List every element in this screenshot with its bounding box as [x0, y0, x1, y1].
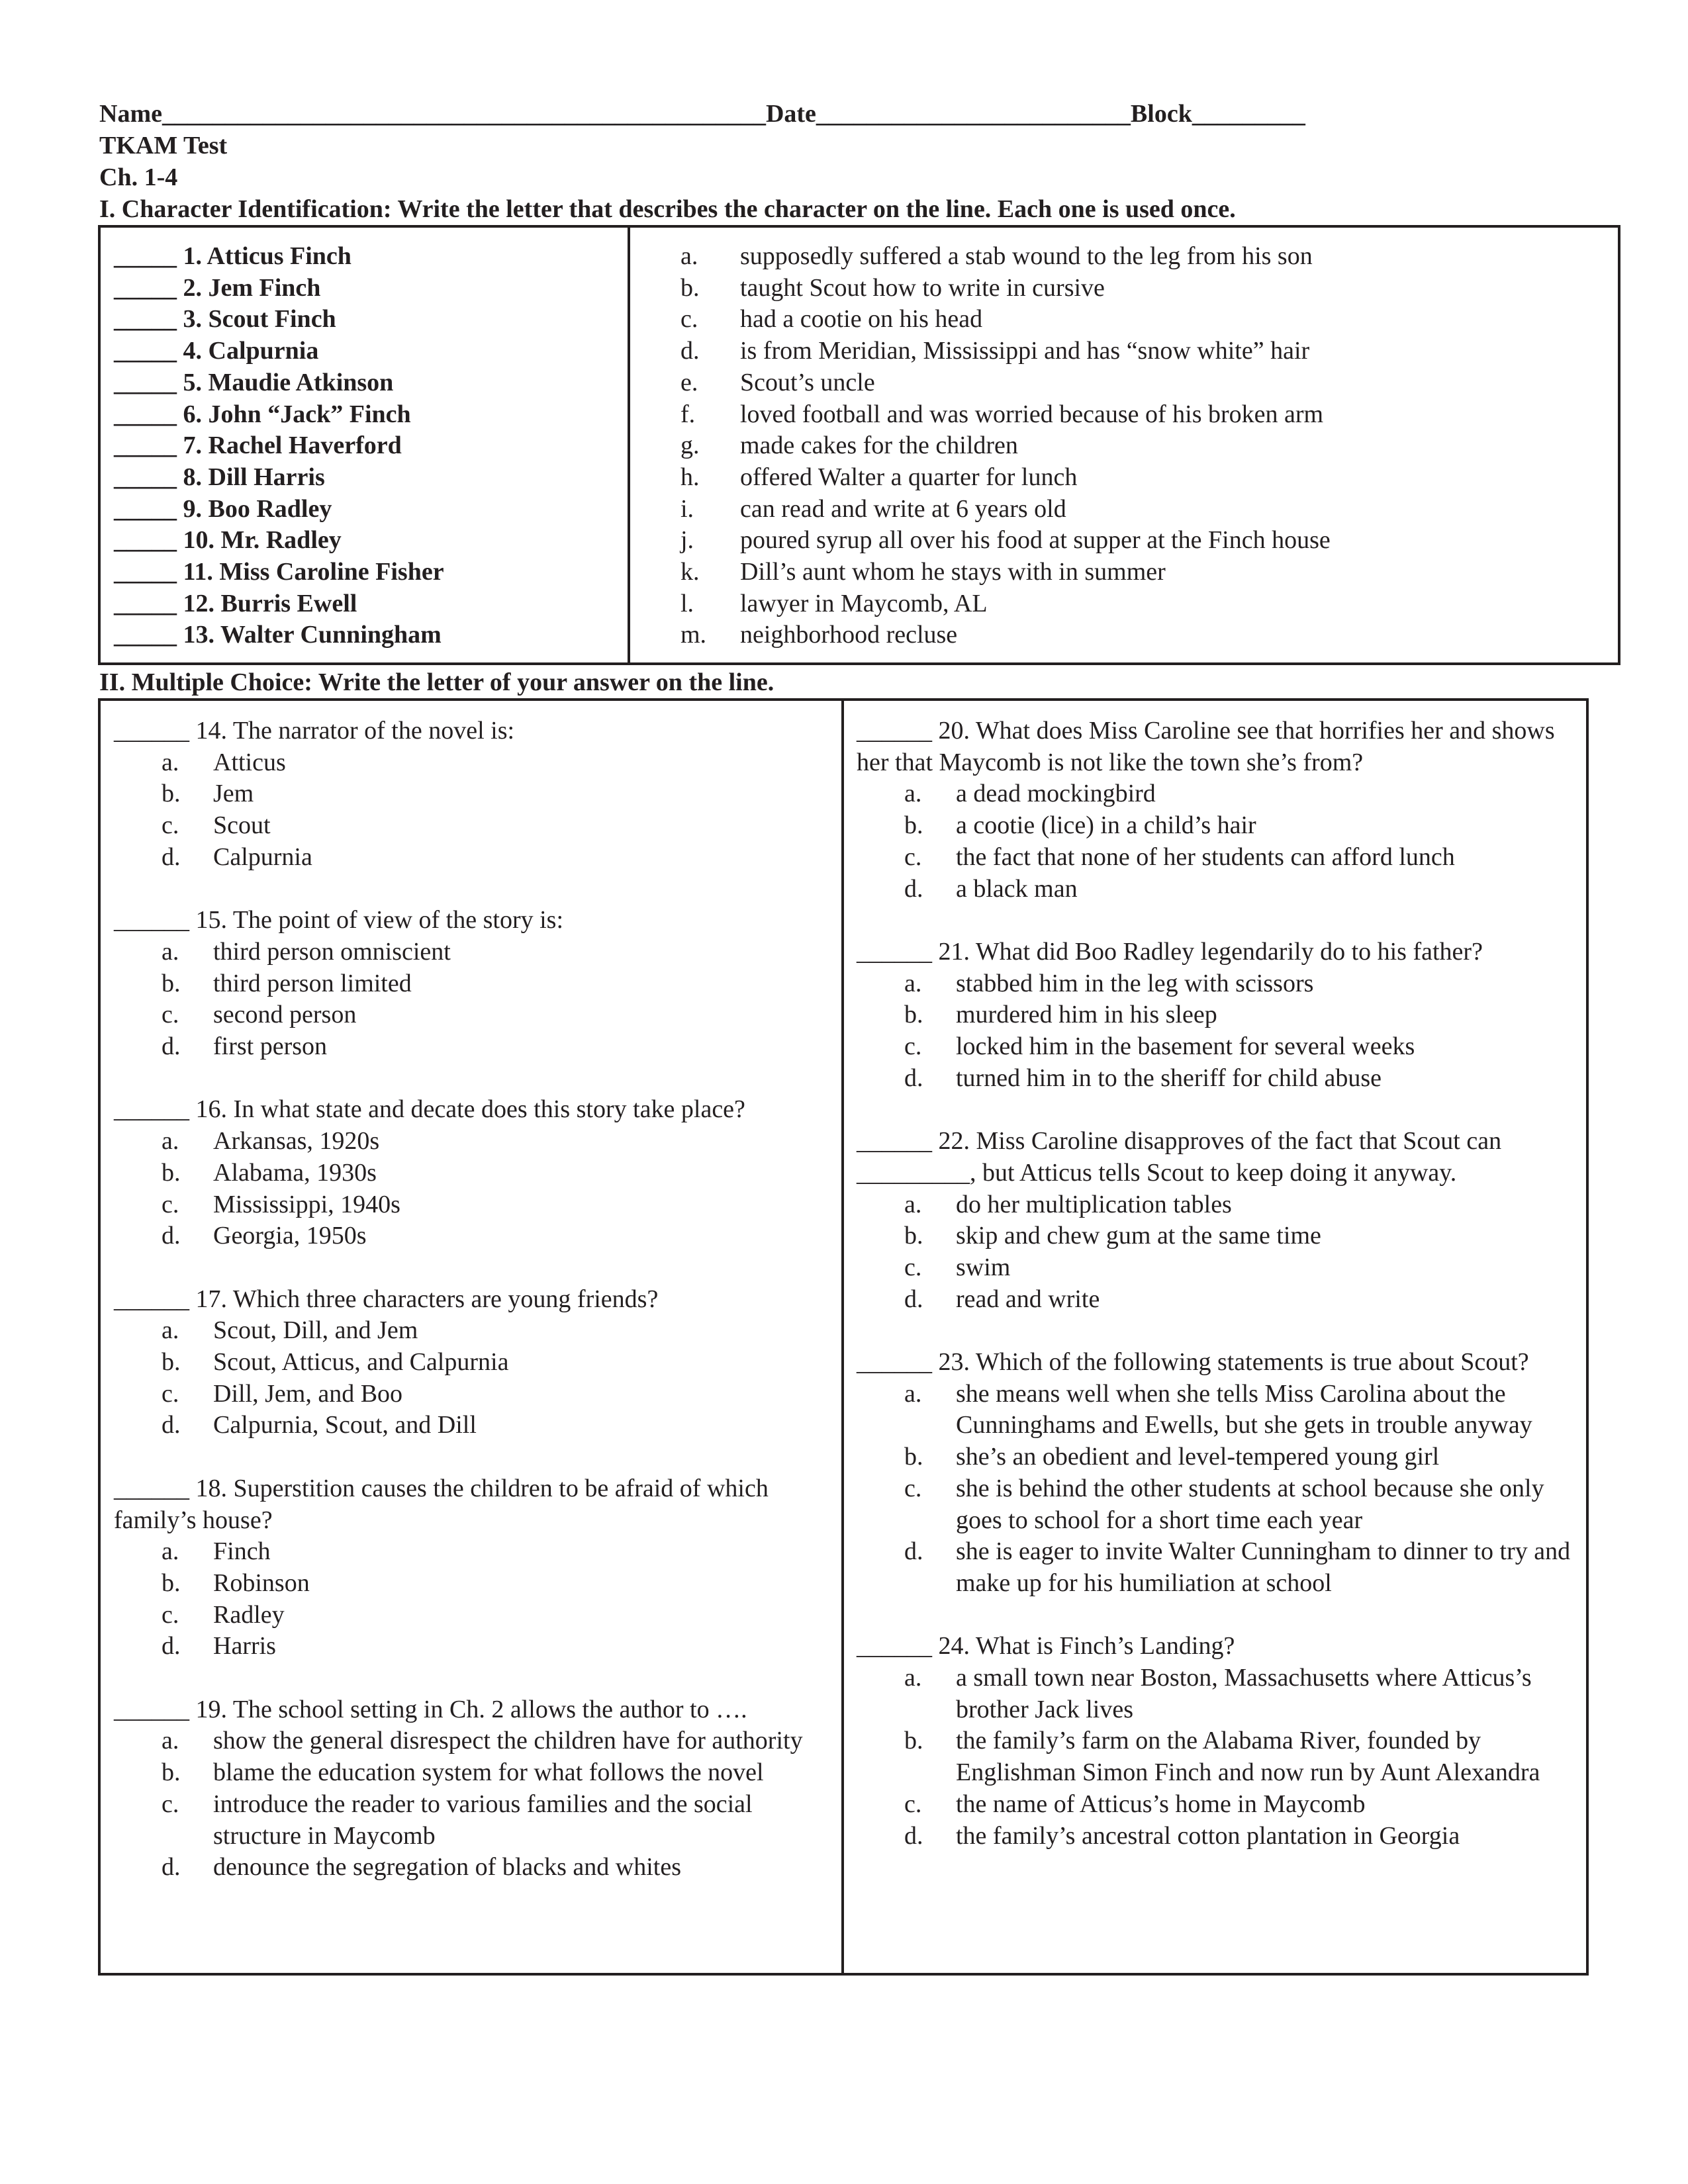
option-letter: c.	[162, 1001, 179, 1029]
question-text: ______ 15. The point of view of the story is:	[114, 906, 564, 934]
answer-option	[114, 1220, 832, 1252]
description-letter: f.	[680, 400, 696, 428]
description-letter: j.	[680, 526, 694, 555]
option-text: Arkansas, 1920s	[213, 1127, 380, 1156]
answer-option	[114, 842, 832, 874]
description-letter: b.	[680, 273, 700, 302]
character-item: _____ 1. Atticus Finch	[114, 242, 352, 270]
mc-right-column	[857, 715, 1578, 1884]
answer-option	[114, 1757, 832, 1789]
character-item: _____ 2. Jem Finch	[114, 273, 321, 302]
question-text: ______ 17. Which three characters are young friends?	[114, 1285, 659, 1313]
section2-title: II. Multiple Choice: Write the letter of your answer on the line.	[99, 668, 774, 696]
question	[114, 715, 832, 874]
option-letter: b.	[904, 1727, 923, 1755]
test-title: TKAM Test	[99, 132, 228, 159]
answer-option	[857, 1725, 1578, 1788]
option-text: Robinson	[213, 1569, 310, 1597]
option-letter: c.	[162, 1790, 179, 1818]
table-divider	[841, 701, 844, 1973]
option-letter: d.	[904, 1821, 923, 1850]
option-letter: d.	[162, 1222, 181, 1250]
option-letter: c.	[162, 1190, 179, 1218]
answer-option	[857, 1063, 1578, 1095]
description-letter: e.	[680, 368, 698, 396]
option-letter: a.	[904, 1664, 922, 1692]
multiple-choice-table	[98, 698, 1589, 1976]
description-item	[680, 588, 1331, 620]
answer-option	[114, 1852, 832, 1884]
character-list	[114, 241, 444, 651]
answer-option	[114, 810, 832, 842]
answer-option	[114, 1536, 832, 1568]
option-letter: c.	[904, 1474, 922, 1502]
option-letter: b.	[162, 1158, 181, 1187]
option-text: Jem	[213, 780, 254, 808]
option-text: she is behind the other students at school because she only goes to school for a short time each year	[956, 1474, 1544, 1534]
description-letter: m.	[680, 621, 707, 649]
answer-option	[857, 1220, 1578, 1252]
option-letter: c.	[162, 1379, 179, 1408]
option-text: stabbed him in the leg with scissors	[956, 969, 1314, 997]
description-item	[680, 430, 1331, 462]
option-text: blame the education system for what follows the novel	[213, 1758, 764, 1787]
option-letter: d.	[904, 874, 923, 903]
option-letter: b.	[162, 780, 181, 808]
description-item	[680, 304, 1331, 336]
answer-option	[857, 1662, 1578, 1725]
option-text: she’s an obedient and level-tempered young girl	[956, 1443, 1440, 1471]
answer-option	[114, 1789, 832, 1852]
option-letter: a.	[162, 1727, 179, 1755]
option-text: Alabama, 1930s	[213, 1158, 377, 1187]
question-text: ______ 18. Superstition causes the children to be afraid of which family’s house?	[114, 1474, 769, 1534]
chapter-range: Ch. 1-4	[99, 163, 178, 191]
description-letter: i.	[680, 494, 694, 523]
option-letter: a.	[162, 1127, 179, 1156]
option-letter: a.	[904, 780, 922, 808]
answer-option	[857, 1789, 1578, 1821]
option-letter: b.	[904, 811, 923, 840]
answer-option	[857, 1031, 1578, 1063]
option-text: Atticus	[213, 748, 286, 776]
option-letter: b.	[162, 1569, 181, 1597]
option-text: introduce the reader to various families and the social structure in Maycomb	[213, 1790, 753, 1850]
character-item: _____ 6. John “Jack” Finch	[114, 400, 411, 428]
option-text: Radley	[213, 1600, 285, 1629]
answer-option	[857, 1379, 1578, 1441]
question	[857, 1347, 1578, 1600]
answer-option	[114, 1600, 832, 1631]
answer-option	[857, 1189, 1578, 1221]
option-text: denounce the segregation of blacks and whites	[213, 1853, 681, 1882]
answer-option	[114, 1568, 832, 1600]
question	[114, 1473, 832, 1662]
description-text: loved football and was worried because of his broken arm	[740, 400, 1324, 428]
character-item: _____ 11. Miss Caroline Fisher	[114, 558, 444, 586]
description-letter: l.	[680, 589, 694, 617]
description-text: Dill’s aunt whom he stays with in summer	[740, 558, 1166, 586]
description-text: made cakes for the children	[740, 432, 1018, 460]
question-text: ______ 14. The narrator of the novel is:	[114, 717, 515, 745]
description-text: poured syrup all over his food at supper at the Finch house	[740, 526, 1331, 555]
answer-option	[857, 778, 1578, 810]
description-item	[680, 494, 1331, 525]
option-letter: d.	[162, 842, 181, 871]
answer-option	[857, 968, 1578, 1000]
answer-option	[114, 1379, 832, 1410]
option-text: murdered him in his sleep	[956, 1001, 1217, 1029]
character-item: _____ 4. Calpurnia	[114, 337, 319, 365]
answer-option	[857, 1284, 1578, 1316]
question-text: ______ 21. What did Boo Radley legendarily do to his father?	[857, 937, 1483, 966]
option-text: Finch	[213, 1537, 271, 1566]
option-letter: a.	[904, 1190, 922, 1218]
description-item	[680, 462, 1331, 494]
section1-title: I. Character Identification: Write the letter that describes the character on the line. Each one is used once.	[99, 195, 1236, 223]
question	[857, 1631, 1578, 1852]
option-text: third person limited	[213, 969, 412, 997]
option-letter: a.	[162, 1537, 179, 1566]
option-text: second person	[213, 1001, 357, 1029]
answer-option	[114, 1631, 832, 1662]
answer-option	[857, 1821, 1578, 1852]
description-text: is from Meridian, Mississippi and has “snow white” hair	[740, 337, 1310, 365]
description-letter: k.	[680, 558, 700, 586]
option-letter: a.	[162, 937, 179, 966]
answer-option	[114, 1158, 832, 1189]
question-text: ______ 19. The school setting in Ch. 2 allows the author to ….	[114, 1695, 747, 1723]
character-item: _____ 10. Mr. Radley	[114, 526, 342, 555]
option-letter: c.	[162, 1600, 179, 1629]
description-text: supposedly suffered a stab wound to the leg from his son	[740, 242, 1313, 270]
character-item: _____ 8. Dill Harris	[114, 463, 325, 491]
description-item	[680, 525, 1331, 557]
character-item: _____ 3. Scout Finch	[114, 305, 336, 334]
answer-option	[114, 747, 832, 779]
answer-option	[114, 999, 832, 1031]
question	[857, 715, 1578, 905]
question	[857, 1126, 1578, 1315]
option-text: skip and chew gum at the same time	[956, 1222, 1321, 1250]
question-text: ______ 16. In what state and decate does this story take place?	[114, 1095, 745, 1124]
description-letter: h.	[680, 463, 700, 491]
answer-option	[114, 968, 832, 1000]
answer-option	[857, 1536, 1578, 1599]
option-text: a cootie (lice) in a child’s hair	[956, 811, 1256, 840]
answer-option	[857, 874, 1578, 905]
description-list	[680, 241, 1331, 651]
answer-option	[114, 1315, 832, 1347]
question-text: ______ 24. What is Finch’s Landing?	[857, 1632, 1235, 1661]
option-letter: d.	[904, 1537, 923, 1566]
option-text: swim	[956, 1253, 1011, 1281]
option-text: Harris	[213, 1632, 276, 1661]
description-item	[680, 241, 1331, 273]
name-date-block-line: Name________________________________________________Date_________________________Block_________	[99, 100, 1305, 128]
answer-option	[114, 1189, 832, 1221]
option-letter: d.	[162, 1032, 181, 1061]
answer-option	[114, 1031, 832, 1063]
option-letter: a.	[162, 1316, 179, 1345]
description-text: can read and write at 6 years old	[740, 494, 1066, 523]
option-letter: d.	[162, 1632, 181, 1661]
option-letter: a.	[162, 748, 179, 776]
option-text: the name of Atticus’s home in Maycomb	[956, 1790, 1366, 1818]
option-text: she is eager to invite Walter Cunningham to dinner to try and make up for his humiliation at school	[956, 1537, 1571, 1597]
option-text: she means well when she tells Miss Carolina about the Cunninghams and Ewells, but she gets in trouble anyway	[956, 1379, 1532, 1439]
option-text: turned him in to the sheriff for child abuse	[956, 1064, 1382, 1092]
option-text: a dead mockingbird	[956, 780, 1156, 808]
question	[114, 1694, 832, 1884]
option-text: Dill, Jem, and Boo	[213, 1379, 403, 1408]
character-identification-table	[98, 225, 1620, 665]
answer-option	[857, 1252, 1578, 1284]
character-item: _____ 5. Maudie Atkinson	[114, 368, 394, 396]
option-text: a small town near Boston, Massachusetts where Atticus’s brother Jack lives	[956, 1664, 1532, 1723]
answer-option	[857, 999, 1578, 1031]
option-letter: b.	[162, 969, 181, 997]
description-item	[680, 367, 1331, 399]
description-item	[680, 557, 1331, 588]
answer-option	[857, 842, 1578, 874]
option-text: do her multiplication tables	[956, 1190, 1232, 1218]
description-letter: g.	[680, 432, 700, 460]
option-text: Scout	[213, 811, 271, 840]
option-text: Scout, Atticus, and Calpurnia	[213, 1348, 509, 1377]
answer-option	[114, 1347, 832, 1379]
character-item: _____ 7. Rachel Haverford	[114, 432, 402, 460]
answer-option	[857, 1473, 1578, 1536]
description-text: lawyer in Maycomb, AL	[740, 589, 988, 617]
option-text: Calpurnia, Scout, and Dill	[213, 1411, 477, 1439]
question	[857, 936, 1578, 1095]
option-text: the family’s ancestral cotton plantation in Georgia	[956, 1821, 1460, 1850]
description-text: Scout’s uncle	[740, 368, 875, 396]
answer-option	[114, 778, 832, 810]
option-letter: a.	[904, 1379, 922, 1408]
question-text: ______ 23. Which of the following statements is true about Scout?	[857, 1348, 1529, 1377]
option-letter: c.	[904, 1790, 922, 1818]
option-letter: c.	[904, 1032, 922, 1061]
option-text: Calpurnia	[213, 842, 312, 871]
option-letter: d.	[904, 1285, 923, 1313]
option-text: Scout, Dill, and Jem	[213, 1316, 418, 1345]
option-letter: d.	[162, 1411, 181, 1439]
description-text: taught Scout how to write in cursive	[740, 273, 1105, 302]
answer-option	[114, 1725, 832, 1757]
option-text: the family’s farm on the Alabama River, founded by Englishman Simon Finch and now run by Aunt Alexandra	[956, 1727, 1540, 1787]
table-divider	[628, 228, 630, 662]
option-text: first person	[213, 1032, 328, 1061]
option-text: third person omniscient	[213, 937, 451, 966]
option-letter: a.	[904, 969, 922, 997]
answer-option	[857, 1441, 1578, 1473]
option-text: Mississippi, 1940s	[213, 1190, 400, 1218]
option-text: show the general disrespect the children have for authority	[213, 1727, 803, 1755]
question-text: ______ 20. What does Miss Caroline see that horrifies her and shows her that Maycomb is not like the town she’s from?	[857, 717, 1555, 776]
option-letter: c.	[904, 1253, 922, 1281]
option-text: locked him in the basement for several weeks	[956, 1032, 1415, 1061]
question	[114, 905, 832, 1063]
option-text: a black man	[956, 874, 1078, 903]
description-letter: d.	[680, 337, 700, 365]
option-letter: b.	[904, 1443, 923, 1471]
description-item	[680, 619, 1331, 651]
description-text: had a cootie on his head	[740, 305, 983, 334]
answer-option	[114, 936, 832, 968]
description-text: neighborhood recluse	[740, 621, 958, 649]
description-item	[680, 399, 1331, 431]
option-letter: b.	[162, 1348, 181, 1377]
description-item	[680, 273, 1331, 304]
question	[114, 1284, 832, 1442]
option-letter: c.	[162, 811, 179, 840]
character-item: _____ 13. Walter Cunningham	[114, 621, 442, 649]
question	[114, 1094, 832, 1252]
description-text: offered Walter a quarter for lunch	[740, 463, 1078, 491]
option-text: read and write	[956, 1285, 1100, 1313]
option-text: the fact that none of her students can afford lunch	[956, 842, 1455, 871]
character-item: _____ 12. Burris Ewell	[114, 589, 357, 617]
answer-option	[114, 1410, 832, 1441]
mc-left-column	[114, 715, 832, 1915]
answer-option	[114, 1126, 832, 1158]
option-text: Georgia, 1950s	[213, 1222, 367, 1250]
option-letter: c.	[904, 842, 922, 871]
description-item	[680, 336, 1331, 367]
answer-option	[857, 810, 1578, 842]
description-letter: a.	[680, 242, 698, 270]
option-letter: b.	[162, 1758, 181, 1787]
option-letter: b.	[904, 1001, 923, 1029]
question-text: ______ 22. Miss Caroline disapproves of the fact that Scout can _________, but Atticus tells Scout to keep doing it anyway.	[857, 1127, 1502, 1187]
description-letter: c.	[680, 305, 698, 334]
option-letter: d.	[904, 1064, 923, 1092]
option-letter: d.	[162, 1853, 181, 1882]
option-letter: b.	[904, 1222, 923, 1250]
character-item: _____ 9. Boo Radley	[114, 494, 332, 523]
